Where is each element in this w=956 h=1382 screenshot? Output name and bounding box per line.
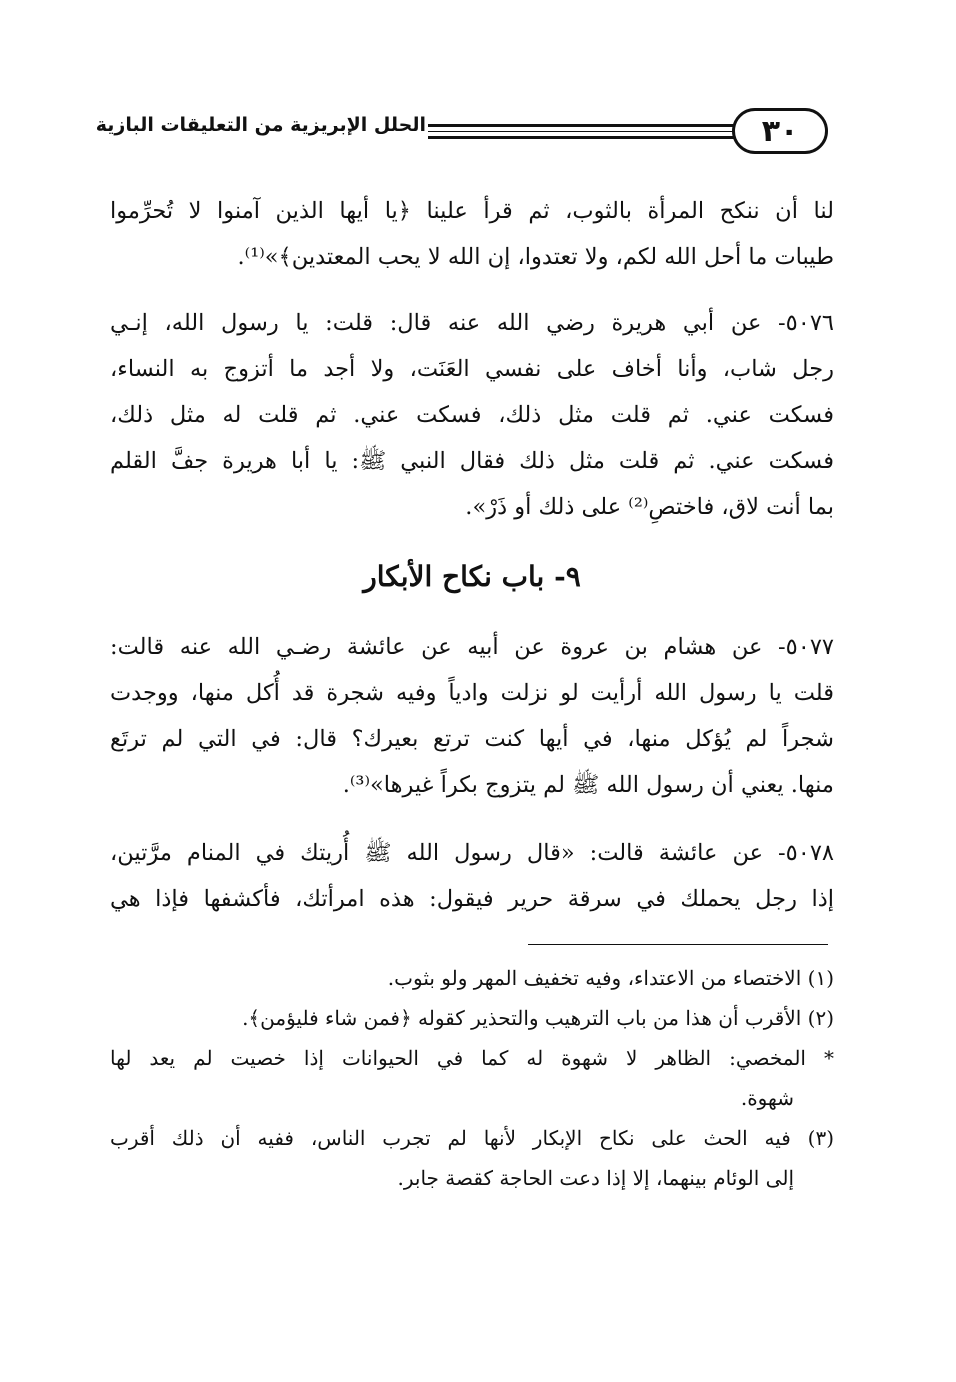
hadith-5078	[110, 830, 834, 922]
hadith-5076	[110, 300, 834, 530]
text-line: ٥٠٧٨- عن عائشة قالت: «قال رسول الله ﷺ أُريتك في المنام مرَّتين،	[110, 840, 834, 866]
text-line: ٥٠٧٧- عن هشام بن عروة عن أبيه عن عائشة رضـي الله عنه قالت:	[110, 634, 834, 660]
footnote-2: (٢) الأقرب أن هذا من باب الترهيب والتحذير كقوله ﴿فمن شاء فليؤمن﴾.	[242, 1006, 834, 1030]
footnote-note: * المخصي: الظاهر لا شهوة له كما في الحيوانات إذا خصيت لم يعد لها	[110, 1046, 834, 1070]
header-rule	[428, 124, 734, 140]
footnote-1: (١) الاختصاء من الاعتداء، وفيه تخفيف المهر ولو بثوب.	[387, 966, 834, 990]
footnote-separator	[528, 944, 828, 945]
text-line: بما أنت لاق، فاختصِ⁽²⁾ على ذلك أو ذَرْ».	[465, 494, 834, 520]
footnote-3-continuation: إلى الوئام بينهما، إلا إذا دعت الحاجة كقصة جابر.	[397, 1166, 794, 1190]
text-line: منها. يعني أن رسول الله ﷺ لم يتزوج بكراً غيرها»⁽³⁾.	[342, 772, 834, 798]
text-line: إذا رجل يحملك في سرقة حرير فيقول: هذه امرأتك، فأكشفها فإذا هي	[110, 886, 834, 912]
footnotes	[110, 958, 834, 1198]
text-line: فسكت عني. ثم قلت مثل ذلك فقال النبي ﷺ: يا أبا هريرة جفَّ القلم	[110, 448, 834, 474]
footnote-3: (٣) فيه الحث على نكاح الإبكار لأنها لم تجرب الناس، ففيه أن ذلك أقرب	[110, 1126, 834, 1150]
page-number-badge: ٣٠	[732, 108, 828, 154]
text-line: رجل شاب، وأنا أخاف على نفسي العَنَت، ولا أجد ما أتزوج به النساء،	[110, 356, 834, 382]
footnote-note-continuation: شهوة.	[740, 1086, 794, 1110]
text-line: ٥٠٧٦- عن أبي هريرة رضي الله عنه قال: قلت: يا رسول الله، إنـي	[110, 310, 834, 336]
text-line: لنا أن ننكح المرأة بالثوب، ثم قرأ علينا ﴿يا أيها الذين آمنوا لا تُحرِّموا	[110, 198, 834, 224]
hadith-5077	[110, 624, 834, 808]
text-line: شجراً لم يُؤكل منها، في أيها كنت ترتع بعيرك؟ قال: في التي لم ترتَع	[110, 726, 834, 752]
running-header-title: الحلل الإبريزية من التعليقات البازية	[95, 114, 426, 136]
section-heading: ٩- باب نكاح الأبكار	[363, 560, 581, 593]
text-line: قلت يا رسول الله أرأيت لو نزلت وادياً وفيه شجرة قد أُكل منها، ووجدت	[110, 680, 834, 706]
paragraph-continuation	[110, 188, 834, 280]
text-line: طيبات ما أحل الله لكم، ولا تعتدوا، إن الله لا يحب المعتدين﴾»⁽¹⁾.	[237, 244, 834, 270]
text-line: فسكت عني. ثم قلت مثل ذلك، فسكت عني. ثم قلت له مثل ذلك،	[110, 402, 834, 428]
